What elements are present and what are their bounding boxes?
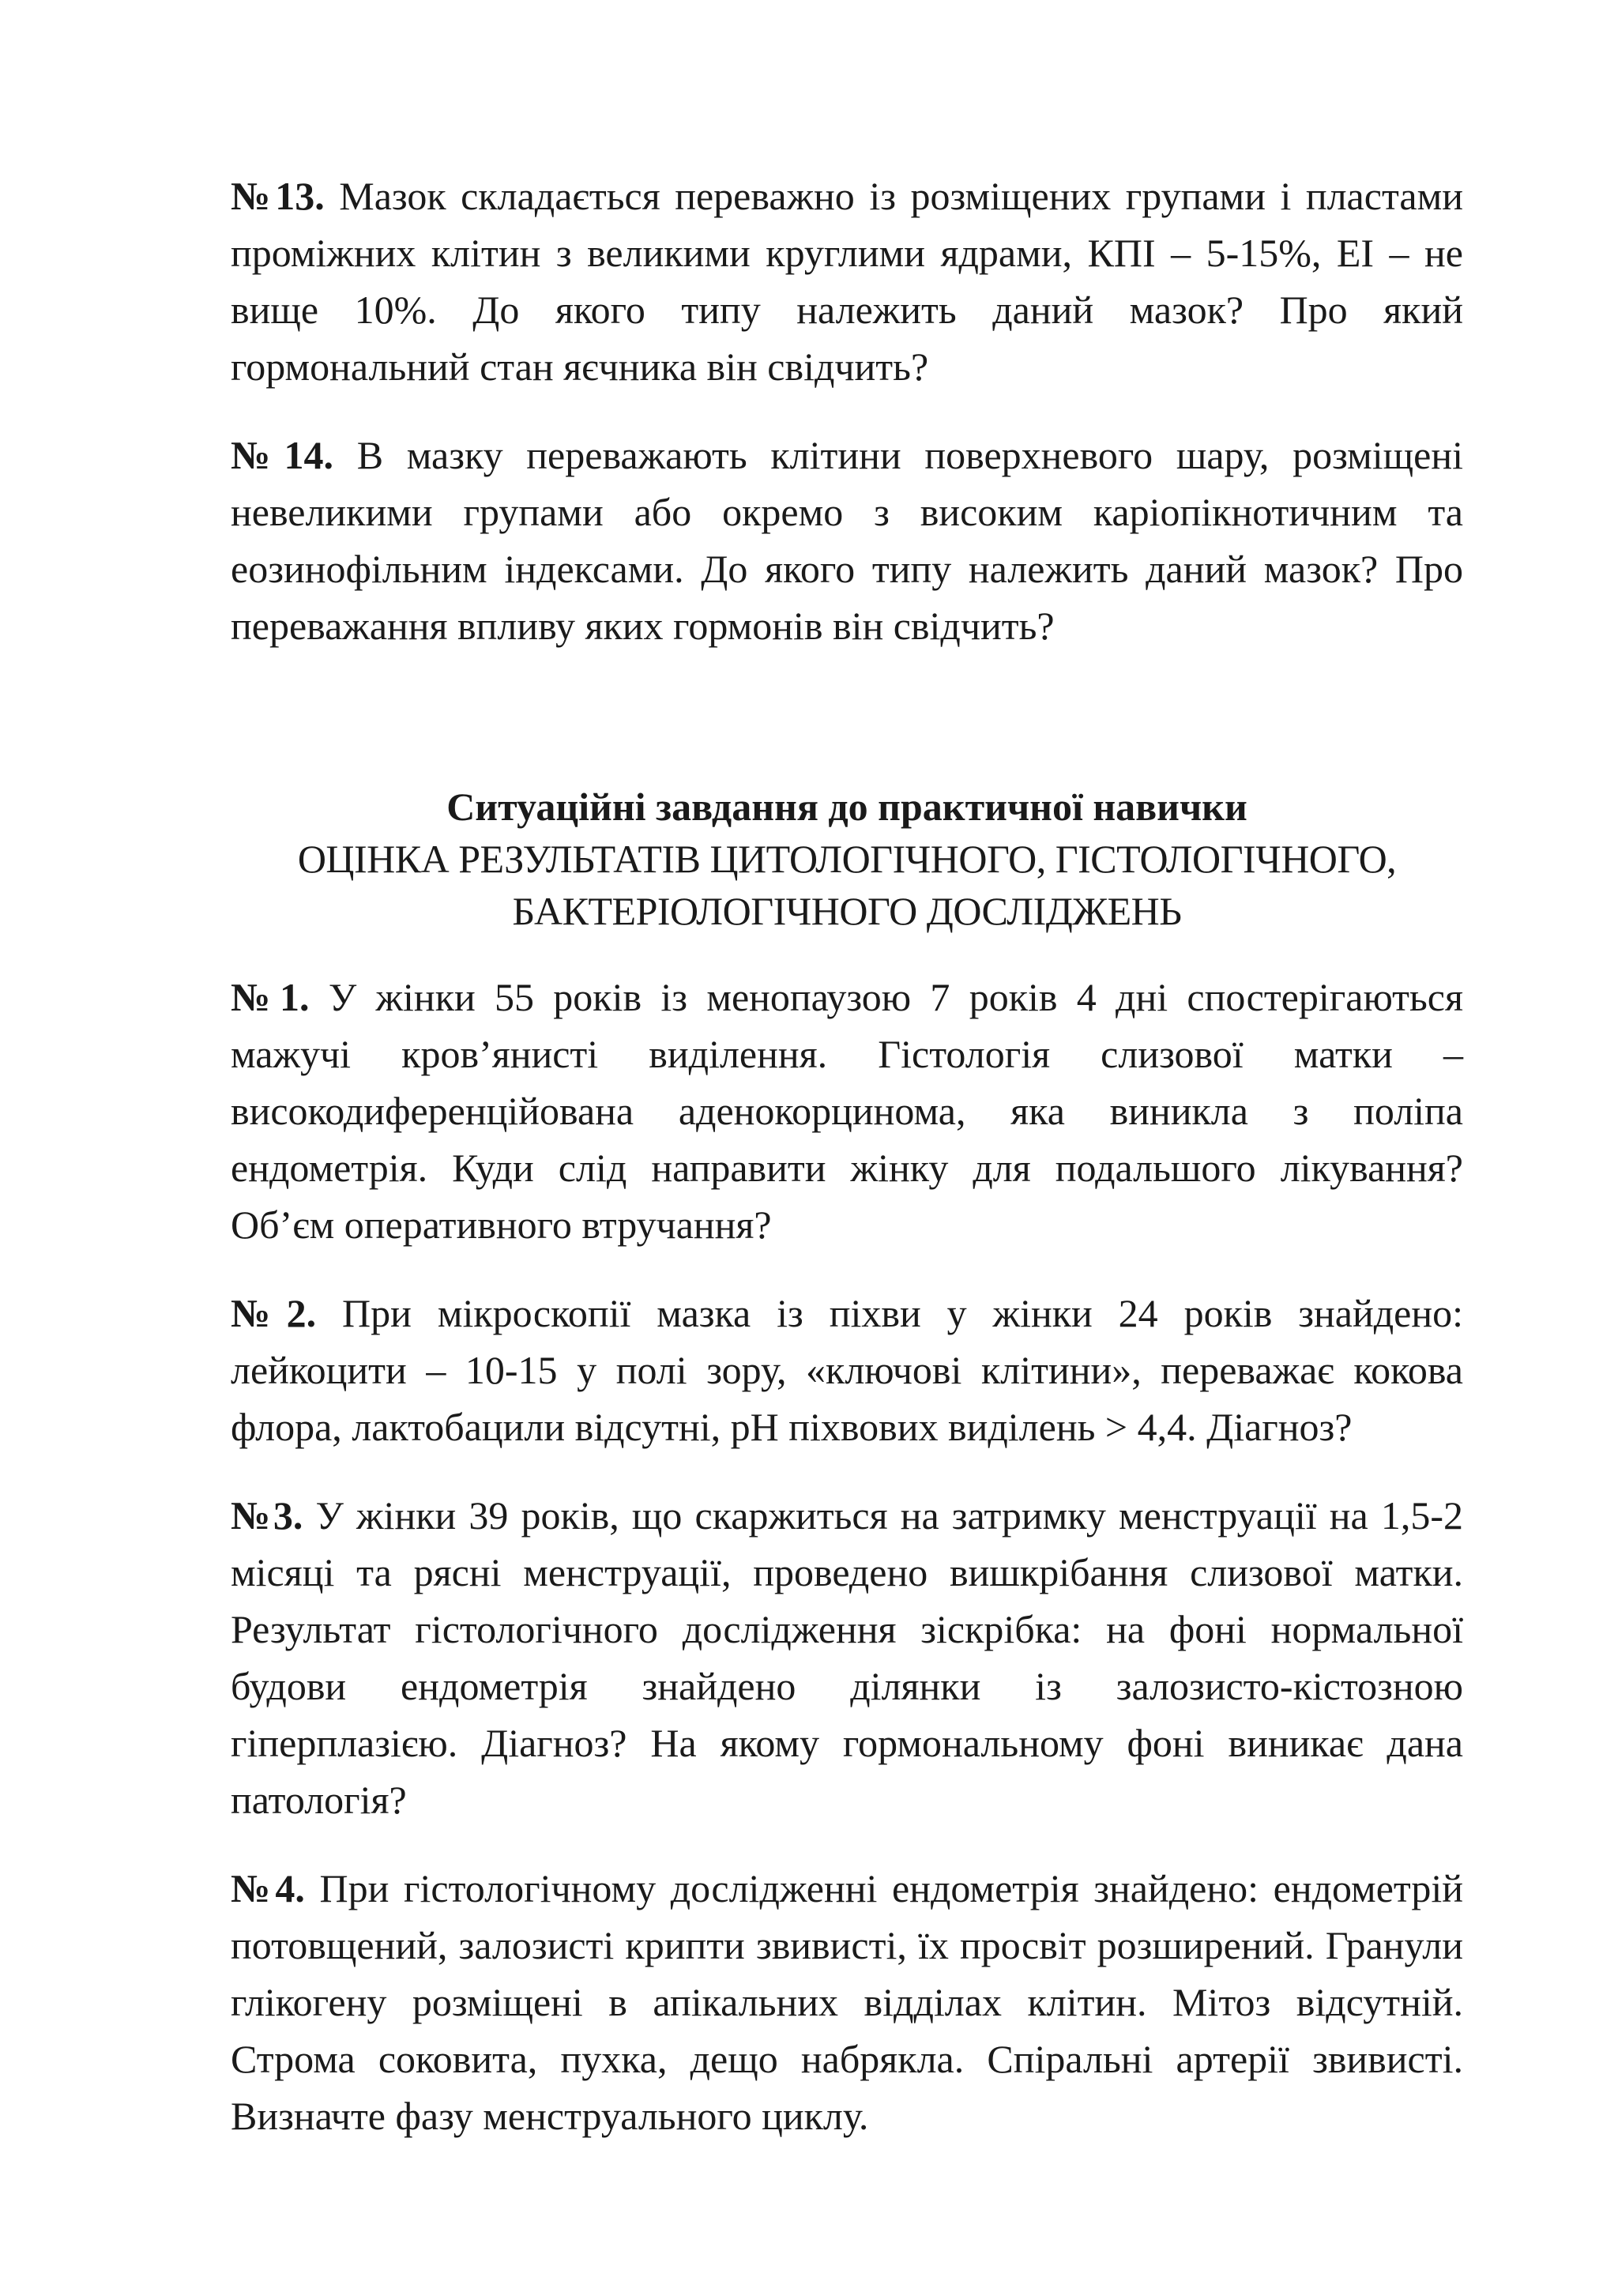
task-text: При гістологічному дослідженні ендометрія знайдено: ендометрій потовщений, залозисті крипти звивисті, їх просвіт розширений. Гранули глікогену розміщені в апікальних відділах клітин. Мітоз відсутній. Строма соковита, пухка, дещо набрякла. Спіральні артерії звивисті. Визначте фазу менструального циклу. bbox=[231, 1866, 1464, 2138]
task-text: В мазку переважають клітини поверхневого шару, розміщені невеликими групами або окремо з високим каріопікнотичним та еозинофільним індексами. До якого типу належить даний мазок? Про переважання впливу яких гормонів він свідчить? bbox=[231, 433, 1463, 648]
task-14 bbox=[231, 427, 1463, 654]
task-text: У жінки 55 років із менопаузою 7 років 4 дні спостерігаються мажучі кров’янисті виділення. Гістологія слизової матки – високодиференційована аденокорцинома, яка виникла з поліпа ендометрія. Куди слід направити жінку для подальшого лікування? Об’єм оперативного втручання? bbox=[231, 975, 1463, 1247]
task-13 bbox=[231, 167, 1463, 395]
task-number: №3. bbox=[231, 1493, 303, 1538]
task-4 bbox=[231, 1860, 1463, 2144]
task-3 bbox=[231, 1487, 1463, 1828]
section-subtitle-line-2: БАКТЕРІОЛОГІЧНОГО ДОСЛІДЖЕНЬ bbox=[512, 889, 1182, 933]
section-title: Ситуаційні завдання до практичної навички bbox=[446, 785, 1247, 829]
task-number: №14. bbox=[231, 433, 333, 477]
task-number: №2. bbox=[231, 1291, 317, 1335]
task-number: №1. bbox=[231, 975, 310, 1019]
task-text: При мікроскопії мазка із піхви у жінки 24 років знайдено: лейкоцити – 10-15 у полі зору, «ключові клітини», переважає кокова флора, лактобацили відсутні, pH піхвових виділень > 4,4. Діагноз? bbox=[231, 1291, 1464, 1449]
document-page bbox=[231, 167, 1463, 2144]
task-number: №4. bbox=[231, 1866, 305, 1910]
task-text: Мазок складається переважно із розміщених групами і пластами проміжних клітин з великими круглими ядрами, КПІ – 5-15%, ЕІ – не вище 10%. До якого типу належить даний мазок? Про який гормональний стан яєчника він свідчить? bbox=[231, 174, 1463, 389]
section-heading bbox=[231, 781, 1463, 937]
task-1 bbox=[231, 969, 1463, 1253]
section-subtitle-line-1: ОЦІНКА РЕЗУЛЬТАТІВ ЦИТОЛОГІЧНОГО, ГІСТОЛОГІЧНОГО, bbox=[297, 837, 1397, 881]
task-number: №13. bbox=[231, 174, 325, 218]
task-2 bbox=[231, 1285, 1463, 1455]
task-text: У жінки 39 років, що скаржиться на затримку менструації на 1,5-2 місяці та рясні менструації, проведено вишкрібання слизової матки. Результат гістологічного дослідження зіскрібка: на фоні нормальної будови ендометрія знайдено ділянки із залозисто-кістозною гіперплазією. Діагноз? На якому гормональному фоні виникає дана патологія? bbox=[231, 1493, 1464, 1822]
